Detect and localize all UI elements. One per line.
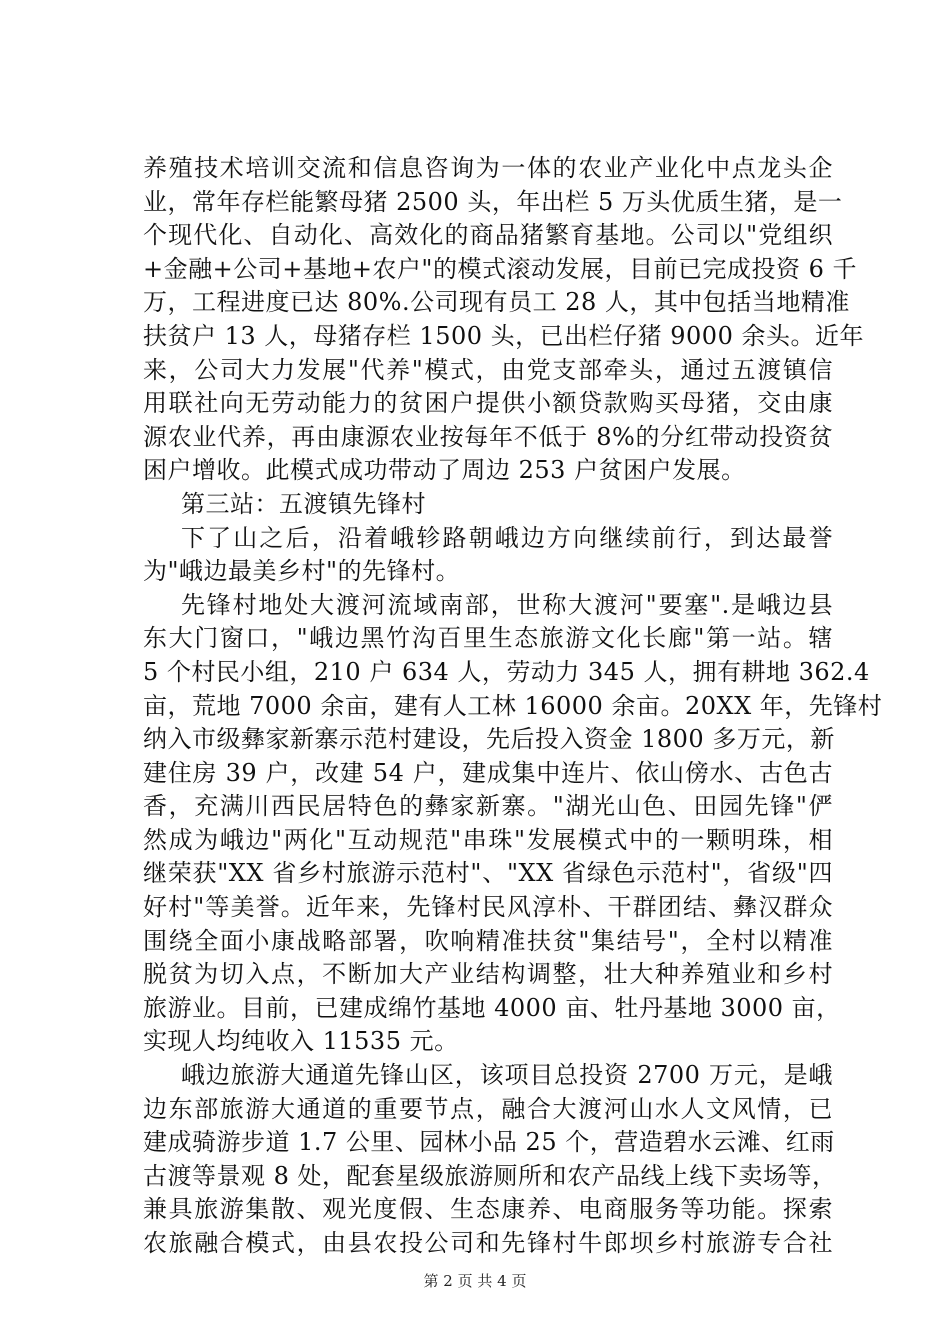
text-line: 第三站：五渡镇先锋村 bbox=[181, 489, 426, 518]
text-line: 5 个村民小组，210 户 634 人，劳动力 345 人，拥有耕地 362.4 bbox=[143, 657, 870, 686]
text-line: 脱贫为切入点，不断加大产业结构调整，壮大种养殖业和乡村 bbox=[143, 960, 833, 989]
text-line: 养殖技术培训交流和信息咨询为一体的农业产业化中点龙头企 bbox=[143, 154, 833, 182]
text-line: 业，常年存栏能繁母猪 2500 头，年出栏 5 万头优质生猪，是一 bbox=[143, 187, 843, 216]
text-line: 建成骑游步道 1.7 公里、园林小品 25 个，营造碧水云滩、红雨 bbox=[143, 1128, 835, 1157]
text-line: 扶贫户 13 人，母猪存栏 1500 头，已出栏仔猪 9000 余头。近年 bbox=[143, 321, 864, 350]
text-line: 东大门窗口，"峨边黑竹沟百里生态旅游文化长廊"第一站。辖 bbox=[143, 624, 833, 653]
document-body bbox=[143, 152, 883, 1261]
text-line: 香，充满川西民居特色的彝家新寨。"湖光山色、田园先锋"俨 bbox=[143, 792, 833, 821]
text-line: 个现代化、自动化、高效化的商品猪繁育基地。公司以"党组织 bbox=[143, 221, 833, 250]
text-line: 古渡等景观 8 处，配套星级旅游厕所和农产品线上线下卖场等， bbox=[143, 1161, 837, 1190]
text-line: 困户增收。此模式成功带动了周边 253 户贫困户发展。 bbox=[143, 456, 746, 485]
text-line: 峨边旅游大通道先锋山区，该项目总投资 2700 万元，是峨 bbox=[181, 1061, 833, 1090]
text-line: 为"峨边最美乡村"的先锋村。 bbox=[143, 557, 461, 586]
text-line: 建住房 39 户，改建 54 户，建成集中连片、依山傍水、古色古 bbox=[143, 758, 833, 787]
text-line: 围绕全面小康战略部署，吹响精准扶贫"集结号"，全村以精准 bbox=[143, 926, 833, 955]
text-line: 兼具旅游集散、观光度假、生态康养、电商服务等功能。探索 bbox=[143, 1195, 833, 1224]
page-footer: 第 2 页 共 4 页 bbox=[423, 1272, 527, 1290]
text-line: 用联社向无劳动能力的贫困户提供小额贷款购买母猪，交由康 bbox=[143, 389, 833, 418]
text-line: 农旅融合模式，由县农投公司和先锋村牛郎坝乡村旅游专合社 bbox=[143, 1229, 833, 1257]
text-line: 源农业代养，再由康源农业按每年不低于 8%的分红带动投资贫 bbox=[143, 422, 833, 451]
text-line: 好村"等美誉。近年来，先锋村民风淳朴、干群团结、彝汉群众 bbox=[143, 893, 833, 922]
text-line: 先锋村地处大渡河流域南部，世称大渡河"要塞".是峨边县 bbox=[181, 590, 833, 619]
text-line: 纳入市级彝家新寨示范村建设，先后投入资金 1800 多万元，新 bbox=[143, 725, 835, 754]
text-line: 旅游业。目前，已建成绵竹基地 4000 亩、牡丹基地 3000 亩， bbox=[143, 993, 841, 1022]
text-line: 边东部旅游大通道的重要节点，融合大渡河山水人文风情，已 bbox=[143, 1094, 833, 1123]
text-line: 万，工程进度已达 80%.公司现有员工 28 人，其中包括当地精准 bbox=[143, 288, 850, 317]
text-line: 来，公司大力发展"代养"模式，由党支部牵头，通过五渡镇信 bbox=[143, 355, 833, 384]
text-line: +金融+公司+基地+农户"的模式滚动发展，目前已完成投资 6 千 bbox=[143, 254, 858, 283]
text-line: 亩，荒地 7000 余亩，建有人工林 16000 余亩。20XX 年，先锋村 bbox=[143, 691, 883, 720]
text-line: 下了山之后，沿着峨轸路朝峨边方向继续前行，到达最誉 bbox=[181, 523, 833, 552]
text-line: 然成为峨边"两化"互动规范"串珠"发展模式中的一颗明珠，相 bbox=[143, 825, 833, 854]
text-line: 实现人均纯收入 11535 元。 bbox=[143, 1027, 459, 1056]
text-line: 继荣获"XX 省乡村旅游示范村"、"XX 省绿色示范村"，省级"四 bbox=[143, 859, 833, 888]
